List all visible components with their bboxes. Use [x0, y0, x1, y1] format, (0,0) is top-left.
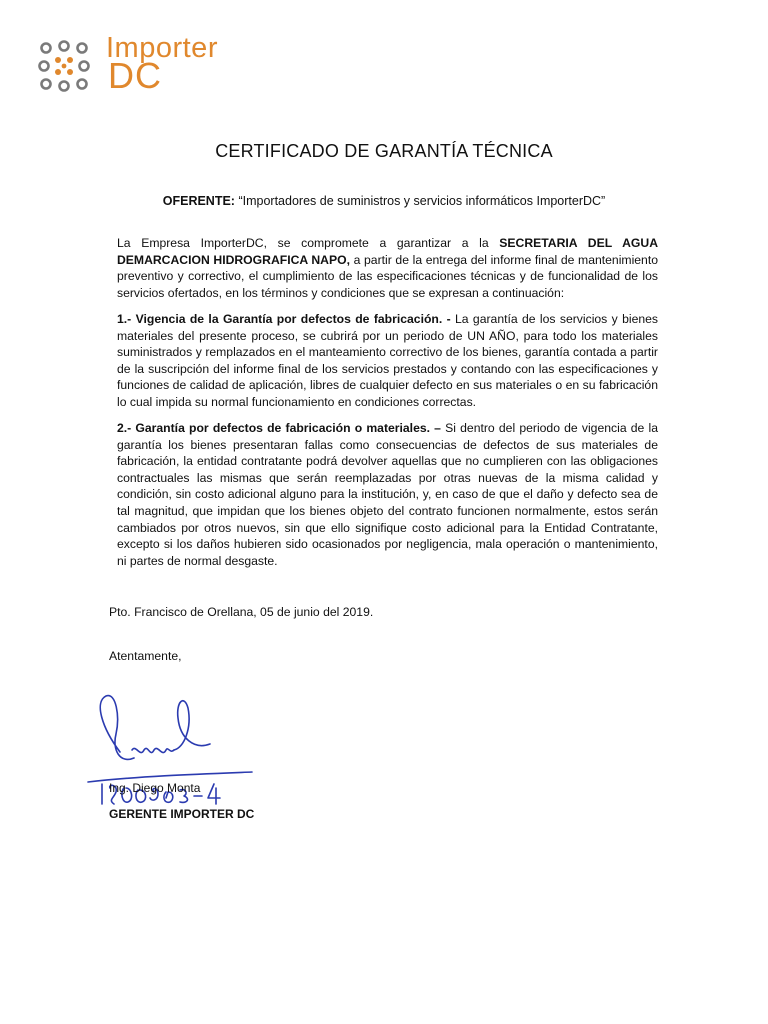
logo-line-1: Importer — [106, 32, 218, 64]
closing-salutation: Atentamente, — [109, 649, 182, 663]
clause-1-paragraph — [117, 311, 658, 411]
clause-2-paragraph — [117, 420, 658, 569]
intro-paragraph — [117, 235, 658, 301]
intro-recipient: SECRETARIA DEL AGUA DEMARCACION HIDROGRAFICA NAPO, — [117, 236, 658, 267]
offerer-value: “Importadores de suministros y servicios informáticos ImporterDC” — [234, 194, 606, 208]
signatory-role: GERENTE IMPORTER DC — [109, 807, 255, 821]
intro-text-2: a partir de la entrega del informe final de mantenimiento preventivo y correctivo, el cumplimiento de las especificaciones técnicas y de funcionalidad de los servicios ofertados, en los términos y condiciones que se expresan a continuación: — [117, 252, 658, 300]
offerer-label: OFERENTE: — [162, 194, 235, 208]
signature-id-number: 1500963-4 — [80, 688, 85, 689]
clause-2-heading: 2.- Garantía por defectos de fabricación o materiales. – — [117, 421, 441, 435]
clause-1-text: La garantía de los servicios y bienes materiales del presente proceso, se cubrirá por un periodo de UN AÑO, para todo los materiales suministrados y remplazados en el manteamiento correctivo de los bienes, garantía contada a partir de la suscripción del informe final de los servicios prestados y contando con las especificaciones y funciones de calidad de aplicación, libres de cualquier defecto en sus materiales o en su fabricación lo cual impida su normal funcionamiento en condiciones correctas. — [117, 312, 659, 409]
company-logo — [36, 34, 276, 98]
intro-text-1: La Empresa ImporterDC, se compromete a garantizar a la — [117, 236, 500, 250]
place-date: Pto. Francisco de Orellana, 05 de junio del 2019. — [109, 605, 374, 619]
offerer-line — [0, 194, 768, 208]
clause-1-heading: 1.- Vigencia de la Garantía por defectos de fabricación. - — [117, 312, 451, 326]
document-title: CERTIFICADO DE GARANTÍA TÉCNICA — [215, 141, 553, 161]
logo-dots-icon — [36, 38, 92, 94]
logo-line-2: DC — [108, 55, 162, 96]
clause-2-text: Si dentro del periodo de vigencia de la garantía los bienes presentaran fallas como consecuencias de defectos de sus materiales de fabricación, la entidad contratante podrá devolver aquellas que no cumplieren con las obligaciones contractuales las mismas que serán reemplazadas por otras nuevas de la misma calidad y condición, sin costo adicional alguno para la institución, y, en caso de que el daño y defecto sea de tal magnitud, que impidan que los bienes objeto del contrato funcionen normalmente, estos serán cambiados por otros nuevos, sin que ello signifique costo adicional para la Entidad Contratante, excepto si los daños hubieren sido ocasionados por negligencia, mala operación o mantenimiento, ni partes de normal desgaste. — [117, 421, 658, 568]
logo-wordmark — [106, 34, 218, 94]
signatory-name: Ing. Diego Monta — [109, 781, 201, 795]
handwritten-signature — [80, 688, 270, 818]
